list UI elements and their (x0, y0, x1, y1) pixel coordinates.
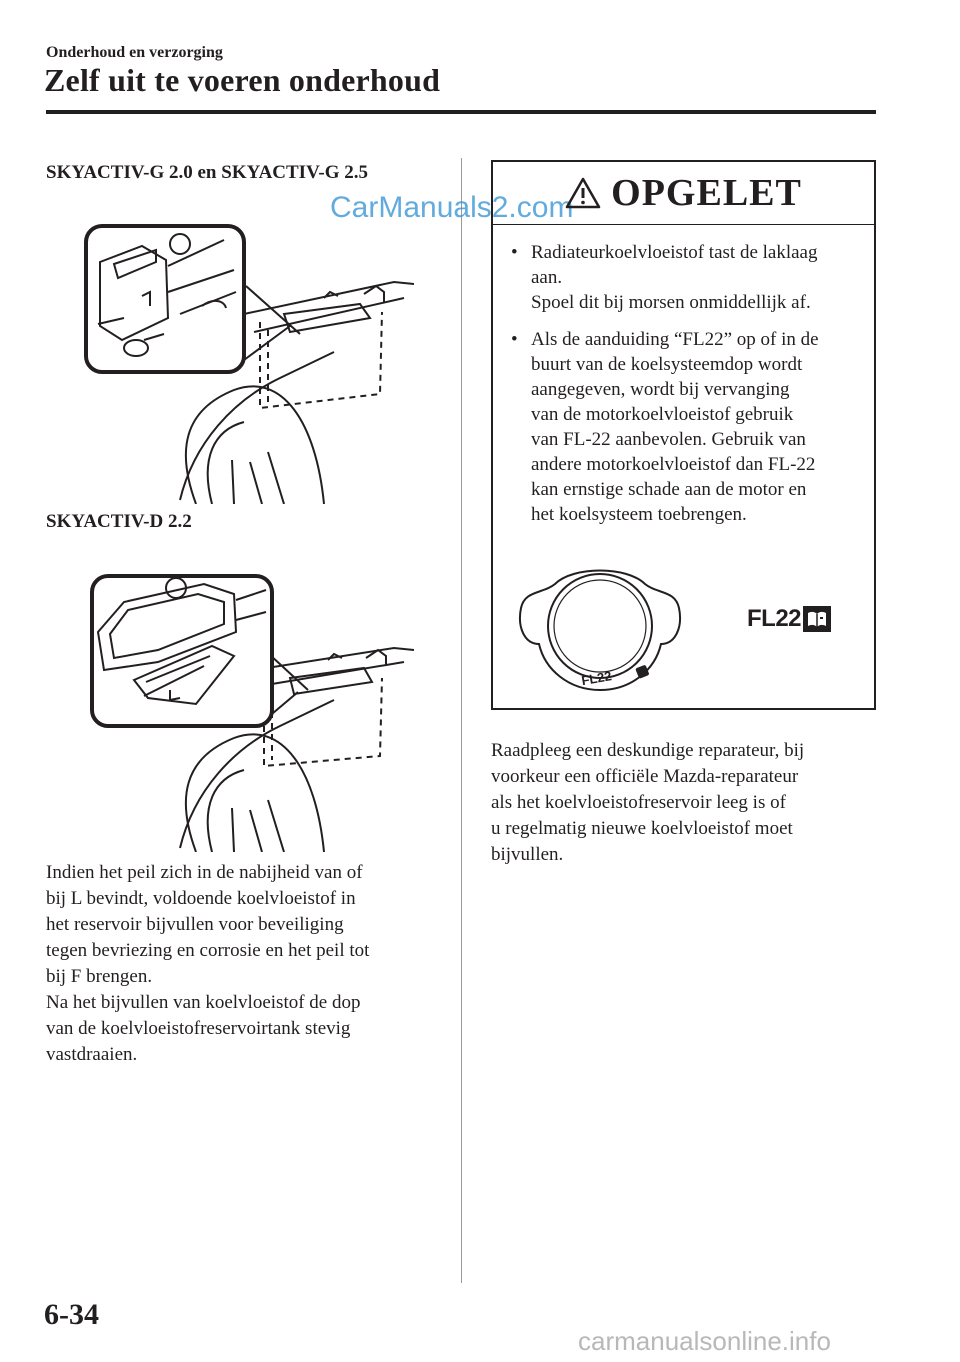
warning-triangle-icon (565, 177, 601, 209)
text-line: Indien het peil zich in de nabijheid van of (46, 862, 363, 883)
title-rule (46, 110, 876, 114)
column-divider (461, 158, 462, 1283)
text-line: bij F brengen. (46, 966, 153, 987)
text-line: van de motorkoelvloeistof gebruik (531, 404, 794, 425)
caution-item (507, 327, 872, 527)
text-line: van de koelvloeistofreservoirtank stevig (46, 1018, 351, 1039)
text-line: bij L bevindt, voldoende koelvloeistof in (46, 888, 356, 909)
page-title: Zelf uit te voeren onderhoud (44, 62, 441, 98)
text-line: voorkeur een officiële Mazda-reparateur (491, 766, 799, 787)
text-line: het reservoir bijvullen voor beveiliging (46, 914, 344, 935)
footer-site: carmanualsonline.info (578, 1326, 831, 1356)
text-line: buurt van de koelsysteemdop wordt (531, 354, 803, 375)
reservoir-illustration-d (84, 570, 414, 852)
watermark: CarManuals2.com (330, 191, 574, 224)
text-line: aan. (531, 267, 563, 288)
section-label: Onderhoud en verzorging (46, 44, 223, 61)
heading-skyactiv-d: SKYACTIV-D 2.2 (46, 511, 192, 532)
text-line: aangegeven, wordt bij vervanging (531, 379, 790, 400)
caution-box (491, 160, 876, 710)
caution-title: OPGELET (611, 172, 802, 214)
heading-skyactiv-g: SKYACTIV-G 2.0 en SKYACTIV-G 2.5 (46, 162, 368, 183)
bullet: • (511, 329, 518, 350)
text-line: andere motorkoelvloeistof dan FL-22 (531, 454, 816, 475)
reservoir-illustration-g (84, 222, 414, 504)
caution-item (507, 240, 872, 315)
text-line: het koelsysteem toebrengen. (531, 504, 747, 525)
radiator-cap-illustration (515, 564, 685, 694)
text-line: Na het bijvullen van koelvloeistof de dop (46, 992, 361, 1013)
text-line: Spoel dit bij morsen onmiddellijk af. (531, 292, 811, 313)
fl22-label (747, 605, 831, 633)
text-line: Raadpleeg een deskundige reparateur, bij (491, 740, 805, 761)
book-icon (803, 606, 831, 632)
text-line: vastdraaien. (46, 1044, 138, 1065)
cap-mark: FL22 (580, 668, 613, 689)
text-line: Als de aanduiding “FL22” op of in de (531, 329, 819, 350)
text-line: tegen bevriezing en corrosie en het peil tot (46, 940, 370, 961)
text-line: u regelmatig nieuwe koelvloeistof moet (491, 818, 793, 839)
caution-header (493, 162, 874, 225)
page-number: 6-34 (44, 1298, 99, 1331)
text-line: bijvullen. (491, 844, 564, 865)
caution-list (507, 240, 872, 539)
text-line: kan ernstige schade aan de motor en (531, 479, 807, 500)
text-line: als het koelvloeistofreservoir leeg is of (491, 792, 786, 813)
fl22-label-text: FL22 (747, 605, 802, 632)
bullet: • (511, 242, 518, 263)
text-line: Radiateurkoelvloeistof tast de laklaag (531, 242, 818, 263)
text-line: van FL-22 aanbevolen. Gebruik van (531, 429, 806, 450)
